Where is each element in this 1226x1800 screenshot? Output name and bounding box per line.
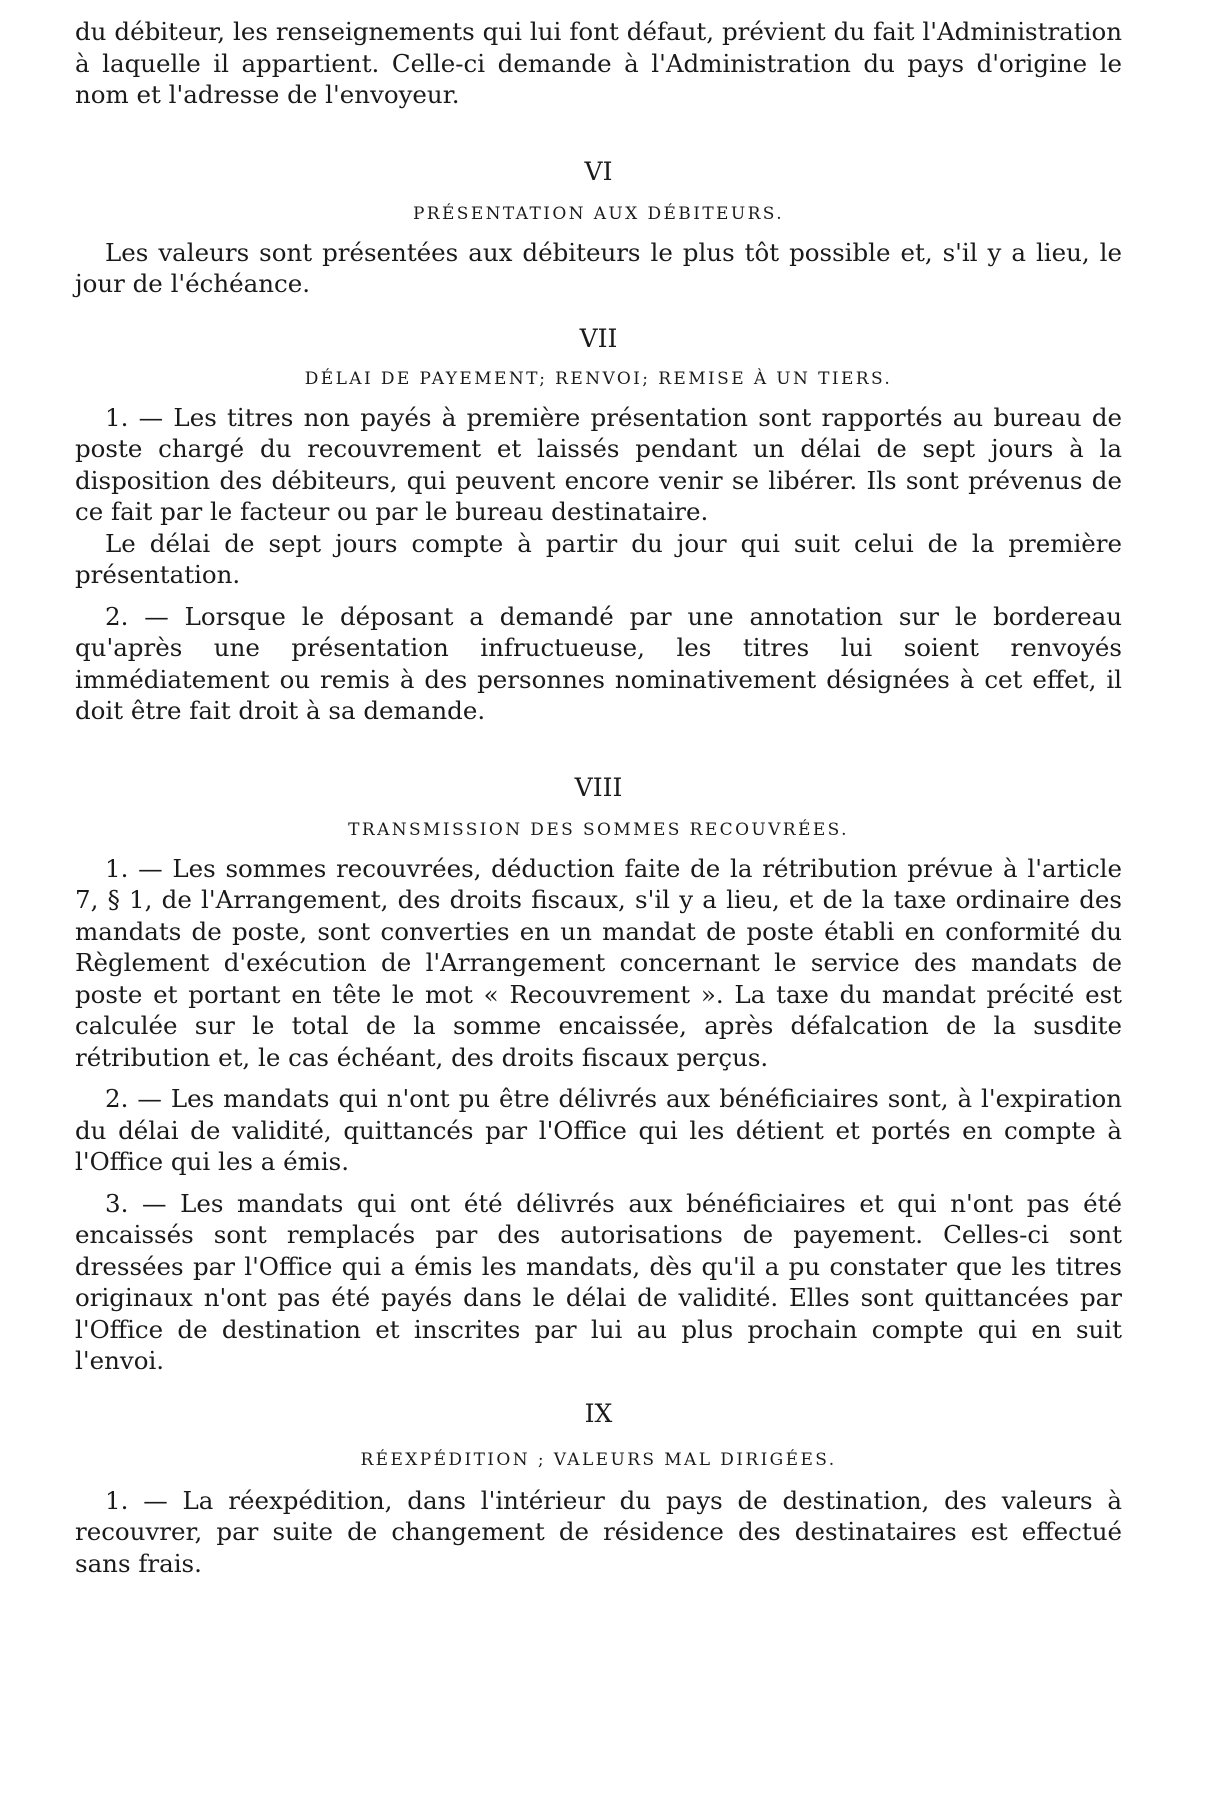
- section-number: VIII: [574, 772, 623, 802]
- section-vii: [75, 324, 1122, 727]
- section-number: VI: [584, 156, 613, 186]
- paragraph: 2. — Les mandats qui n'ont pu être délivrés aux bénéficiaires sont, à l'expiration du délai de validité, quittancés par l'Office qui les détient et portés en compte à l'Office qui les a émis.: [75, 1084, 1122, 1176]
- opening-paragraph: du débiteur, les renseignements qui lui font défaut, prévient du fait l'Administration à laquelle il appartient. Celle-ci demande à l'Administration du pays d'origine le nom et l'adresse de l'envoyeur.: [75, 17, 1122, 109]
- section-title: TRANSMISSION DES SOMMES RECOUVRÉES.: [348, 819, 849, 840]
- section-ix: [75, 1399, 1122, 1580]
- paragraph: Le délai de sept jours compte à partir du jour qui suit celui de la première présentation.: [75, 528, 1122, 589]
- section-title: RÉEXPÉDITION ; VALEURS MAL DIRIGÉES.: [360, 1449, 837, 1470]
- section-number: VII: [579, 323, 618, 353]
- section-viii: [75, 773, 1122, 1377]
- section-title: DÉLAI DE PAYEMENT; RENVOI; REMISE À UN TIERS.: [304, 368, 893, 389]
- paragraph: 1. — La réexpédition, dans l'intérieur du pays de destination, des valeurs à recouvrer, par suite de changement de résidence des destinataires est effectué sans frais.: [75, 1485, 1122, 1578]
- paragraph: 3. — Les mandats qui ont été délivrés aux bénéficiaires et qui n'ont pas été encaissés sont remplacés par des autorisations de payement. Celles-ci sont dressées par l'Office qui a émis les mandats, dès qu'il a pu constater que les titres originaux n'ont pas été payés dans le délai de validité. Elles sont quittancées par l'Office de destination et inscrites par lui au plus prochain compte qui en suit l'envoi.: [75, 1188, 1122, 1375]
- paragraph: 1. — Les sommes recouvrées, déduction faite de la rétribution prévue à l'article 7, § 1, de l'Arrangement, des droits fiscaux, s'il y a lieu, et de la taxe ordinaire des mandats de poste, sont converties en un mandat de poste établi en conformité du Règlement d'exécution de l'Arrangement concernant le service des mandats de poste et portant en tête le mot « Recouvrement ». La taxe du mandat précité est calculée sur le total de la somme encaissée, après défalcation de la susdite rétribution et, le cas échéant, des droits fiscaux perçus.: [75, 853, 1122, 1072]
- section-title: PRÉSENTATION AUX DÉBITEURS.: [412, 203, 785, 224]
- paragraph: 1. — Les titres non payés à première présentation sont rapportés au bureau de poste chargé du recouvrement et laissés pendant un délai de sept jours à la disposition des débiteurs, qui peuvent encore venir se libérer. Ils sont prévenus de ce fait par le facteur ou par le bureau destinataire.: [75, 402, 1122, 526]
- paragraph: 2. — Lorsque le déposant a demandé par une annotation sur le bordereau qu'après une présentation infructueuse, les titres lui soient renvoyés immédiatement ou remis à des personnes nominativement désignées à cet effet, il doit être fait droit à sa demande.: [75, 601, 1122, 725]
- paragraph: Les valeurs sont présentées aux débiteurs le plus tôt possible et, s'il y a lieu, le jour de l'échéance.: [75, 237, 1122, 298]
- section-number: IX: [584, 1398, 613, 1428]
- section-vi: [75, 157, 1122, 300]
